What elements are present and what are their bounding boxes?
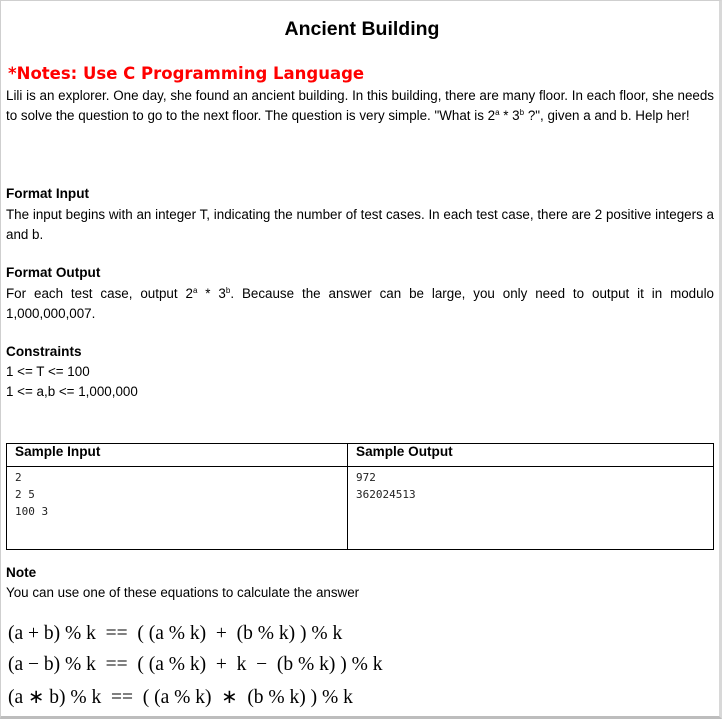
equation-subtraction: (a − b) % k == ( (a % k) + k − (b % k) ) % k	[8, 654, 383, 675]
format-output-text-3: . Because the answer can be large, you only need to output it in modulo 1,000,000,007.	[6, 286, 714, 321]
equation-multiplication: (a ∗ b) % k == ( (a % k) ∗ (b % k) ) % k	[8, 687, 353, 708]
format-output-text-2: * 3	[197, 286, 226, 301]
sample-table	[6, 443, 714, 550]
format-input-heading: Format Input	[6, 186, 90, 201]
format-output-text-1: For each test case, output 2	[6, 286, 193, 301]
notes-label: *Notes: Use C Programming Language	[8, 64, 365, 83]
page-title: Ancient Building	[284, 18, 440, 40]
description-text-2: * 3	[499, 108, 520, 123]
format-output-sup-a: a	[192, 286, 198, 295]
sample-input-line: 100 3	[15, 505, 49, 518]
constraint-line: 1 <= a,b <= 1,000,000	[6, 384, 138, 399]
format-output-heading: Format Output	[6, 265, 101, 280]
sample-output-line: 362024513	[356, 488, 416, 501]
sample-output-line: 972	[356, 471, 376, 484]
sample-input-line: 2 5	[15, 488, 35, 501]
format-output-text	[6, 284, 714, 324]
sample-output-cell	[348, 467, 714, 550]
format-output-sup-b: b	[225, 286, 231, 295]
description-sup-a: a	[495, 108, 500, 117]
equation-addition: (a + b) % k == ( (a % k) + (b % k) ) % k	[8, 623, 343, 644]
note-text: You can use one of these equations to calculate the answer	[6, 585, 360, 600]
description-text-3: ?", given a and b. Help her!	[524, 108, 690, 123]
note-heading: Note	[6, 565, 37, 580]
problem-description	[6, 86, 714, 126]
sample-input-header: Sample Input	[7, 444, 348, 467]
constraints-heading: Constraints	[6, 344, 82, 359]
sample-input-line: 2	[15, 471, 22, 484]
sample-input-cell	[7, 467, 348, 550]
description-sup-b: b	[519, 108, 525, 117]
description-text-1: Lili is an explorer. One day, she found an ancient building. In this building, there are many floor. In each floor, she needs to solve the question to go to the next floor. The question is very simple. "What is 2	[6, 88, 714, 123]
sample-output-header: Sample Output	[348, 444, 714, 467]
format-input-text: The input begins with an integer T, indicating the number of test cases. In each test case, there are 2 positive integers a and b.	[6, 207, 714, 242]
constraint-line: 1 <= T <= 100	[6, 364, 90, 379]
